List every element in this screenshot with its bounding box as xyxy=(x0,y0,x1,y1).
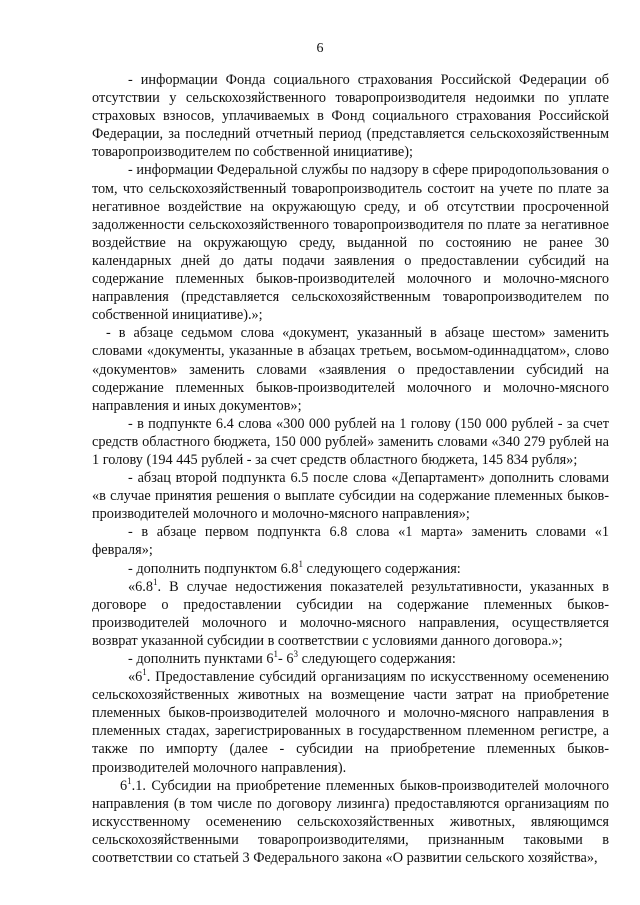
paragraph-abzac-sedmoy: - в абзаце седьмом слова «документ, указанный в абзаце шестом» заменить словами «документы, указанные в абзацах третьем, восьмом-одиннадцатом», слово «документов» заменить словами «заявления о предоставлении субсидий на содержание племенных быков-производителей молочного и молочно-мясного направления и иных документов»; xyxy=(92,325,609,414)
paragraph-podpunkt-6-5: - абзац второй подпункта 6.5 после слова «Департамент» дополнить словами «в случае принятия решения о выплате субсидии на содержание племенных быков-производителей молочного и молочно-мясного направления»; xyxy=(92,470,609,523)
paragraph-fss-info: - информации Фонда социального страхования Российской Федерации об отсутствии у сельскохозяйственного товаропроизводителя недоимки по уплате страховых взносов, уплачиваемых в Фонд социального страхования Российской Федерации, за последний отчетный период (представляется сельскохозяйственным товаропроизводителем по собственной инициативе); xyxy=(92,72,609,161)
document-body xyxy=(92,71,609,867)
paragraph-6-8-1-text: «$6.8^1$. В случае недостижения показателей результативности, указанных в договоре о предоставлении субсидии на содержание племенных быков-производителей молочного и молочно-мясного направления, осуществляется возврат указанной субсидии в соответствии с условиями данного договора.»; xyxy=(92,576,609,649)
paragraph-6-1-text: «$6^1$. Предоставление субсидий организациям по искусственному осеменению сельскохозяйственных животных на возмещение части затрат на приобретение племенных быков-производителей молочного и молочно-мясного направления в племенных стадах, зарегистрированных в государственном племенном регистре, а также по импорту (далее - субсидии на приобретение племенных быков-производителей молочного направления). xyxy=(92,667,609,776)
paragraph-podpunkt-6-4: - в подпункте 6.4 слова «300 000 рублей на 1 голову (150 000 рублей - за счет средств областного бюджета, 150 000 рублей» заменить словами «340 279 рублей на 1 голову (194 445 рублей - за счет средств областного бюджета, 145 834 рубля»; xyxy=(92,415,609,468)
paragraph-podpunkt-6-8: - в абзаце первом подпункта 6.8 слова «1 марта» заменить словами «1 февраля»; xyxy=(92,524,609,559)
paragraph-6-1-1-text: $6^1.1$. Субсидии на приобретение племенных быков-производителей молочного направления (в том числе по договору лизинга) предоставляются организациям по искусственному осеменению сельскохозяйственных животных, являющимся сельскохозяйственными товаропроизводителями, признанным таковыми в соответствии со статьей 3 Федерального закона «О развитии сельского хозяйства», xyxy=(92,775,609,867)
paragraph-rosprirodnadzor-info: - информации Федеральной службы по надзору в сфере природопользования о том, что сельскохозяйственный товаропроизводитель состоит на учете по плате за негативное воздействие на окружающую среду, и об отсутствии просроченной задолженности сельскохозяйственного товаропроизводителя по плате за негативное воздействие на окружающую среду, выданной по состоянию не ранее 30 календарных дней до даты подачи заявления о предоставлении субсидий на содержание племенных быков-производителей молочного и молочно-мясного направления (представляется сельскохозяйственным товаропроизводителем по собственной инициативе).»; xyxy=(92,162,609,324)
page-number: 6 xyxy=(316,41,324,56)
paragraph-dopolnit-6-8-1: - дополнить подпунктом $6.8^1$ следующего содержания: xyxy=(128,558,461,577)
paragraph-dopolnit-punktami: - дополнить пунктами $6^1-$ $6^3$ следующего содержания: xyxy=(128,649,456,667)
